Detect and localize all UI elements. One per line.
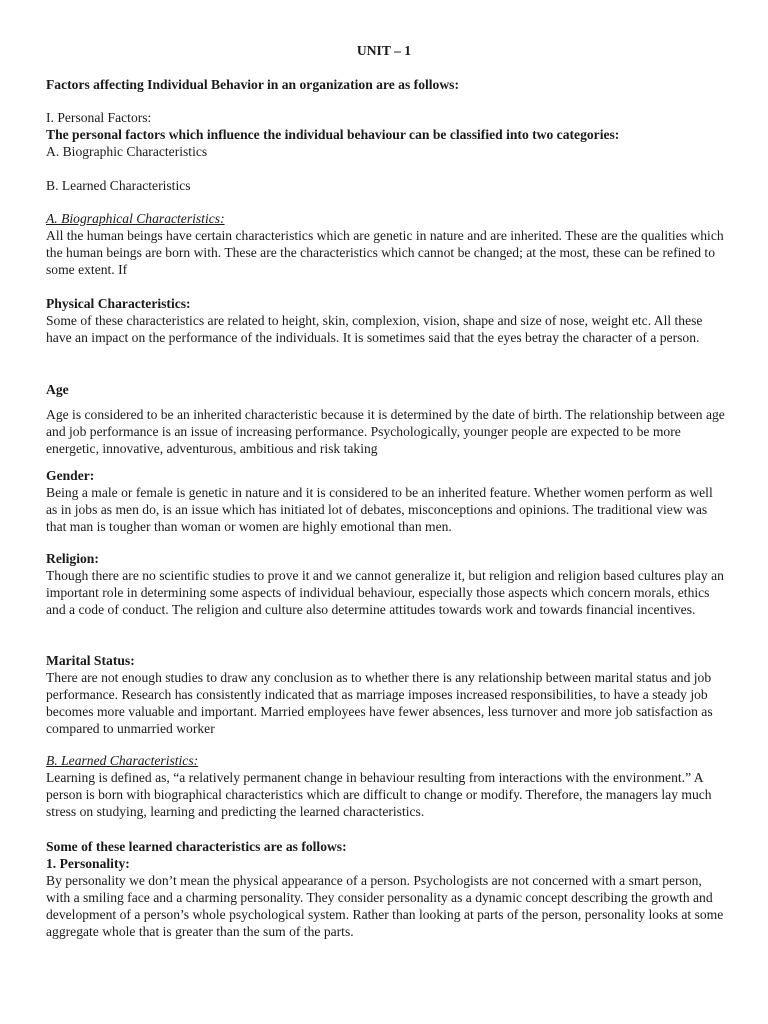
religion-heading: Religion: [46,551,99,566]
category-b: B. Learned Characteristics [46,178,191,193]
gender-heading: Gender: [46,468,95,483]
personality-heading: 1. Personality: [46,856,130,871]
marital-text: There are not enough studies to draw any conclusion as to whether there is any relationship between marital status and job performance. Research has consistently indicated that as marriage imposes increased responsibilities, to have a steady job becomes more valuable and important. Married employees have fewer absences, less turnover and more job satisfaction as compared to unmarried worker [46,670,713,736]
learned-text: Learning is defined as, “a relatively permanent change in behaviour resulting from interactions with the environment.” A person is born with biographical characteristics which are difficult to change or modify. Therefore, the managers lay much stress on studying, learning and predicting the learned characteristics. [46,770,712,819]
personality-text: By personality we don’t mean the physical appearance of a person. Psychologists are not concerned with a smart person, with a smiling face and a charming personality. They consider personality as a dynamic concept describing the growth and development of a person’s whole psychological system. Rather than looking at parts of the person, personality looks at some aggregate whole that is greater than the sum of the parts. [46,873,724,939]
age-heading: Age [46,382,69,397]
gender-text: Being a male or female is genetic in nature and it is considered to be an inherited feature. Whether women perform as well as in jobs as men do, is an issue which has initiated lot of debates, misconceptions and opinions. The traditional view was that man is tougher than woman or women are highly emotional than men. [46,485,713,534]
religion-text: Though there are no scientific studies to prove it and we cannot generalize it, but religion and religion based cultures play an important role in determining some aspects of individual behaviour, especially those aspects which concern morals, ethics and a code of conduct. The religion and culture also determine attitudes towards work and towards financial incentives. [46,568,724,617]
personal-factors-lead: The personal factors which influence the individual behaviour can be classified into two categories: [46,127,620,142]
marital-heading: Marital Status: [46,653,135,668]
learned-heading: B. Learned Characteristics: [46,753,199,768]
physical-text: Some of these characteristics are related to height, skin, complexion, vision, shape and size of nose, weight etc. All these have an impact on the performance of the individuals. It is sometimes said that the eyes betray the character of a person. [46,313,703,345]
age-text: Age is considered to be an inherited characteristic because it is determined by the date of birth. The relationship between age and job performance is an issue of increasing performance. Psychologically, younger people are expected to be more energetic, innovative, adventurous, ambitious and risk taking [46,407,725,456]
page-title: UNIT – 1 [356,43,412,58]
biographical-heading: A. Biographical Characteristics: [46,211,225,226]
category-a: A. Biographic Characteristics [46,144,208,159]
personal-factors-heading: I. Personal Factors: [46,110,152,125]
physical-heading: Physical Characteristics: [46,296,191,311]
learned-list-heading: Some of these learned characteristics are as follows: [46,839,347,854]
biographical-text: All the human beings have certain characteristics which are genetic in nature and are inherited. These are the qualities which the human beings are born with. These are the characteristics which cannot be changed; at the most, these can be refined to some extent. If [46,228,724,277]
intro-heading: Factors affecting Individual Behavior in an organization are as follows: [46,77,459,92]
